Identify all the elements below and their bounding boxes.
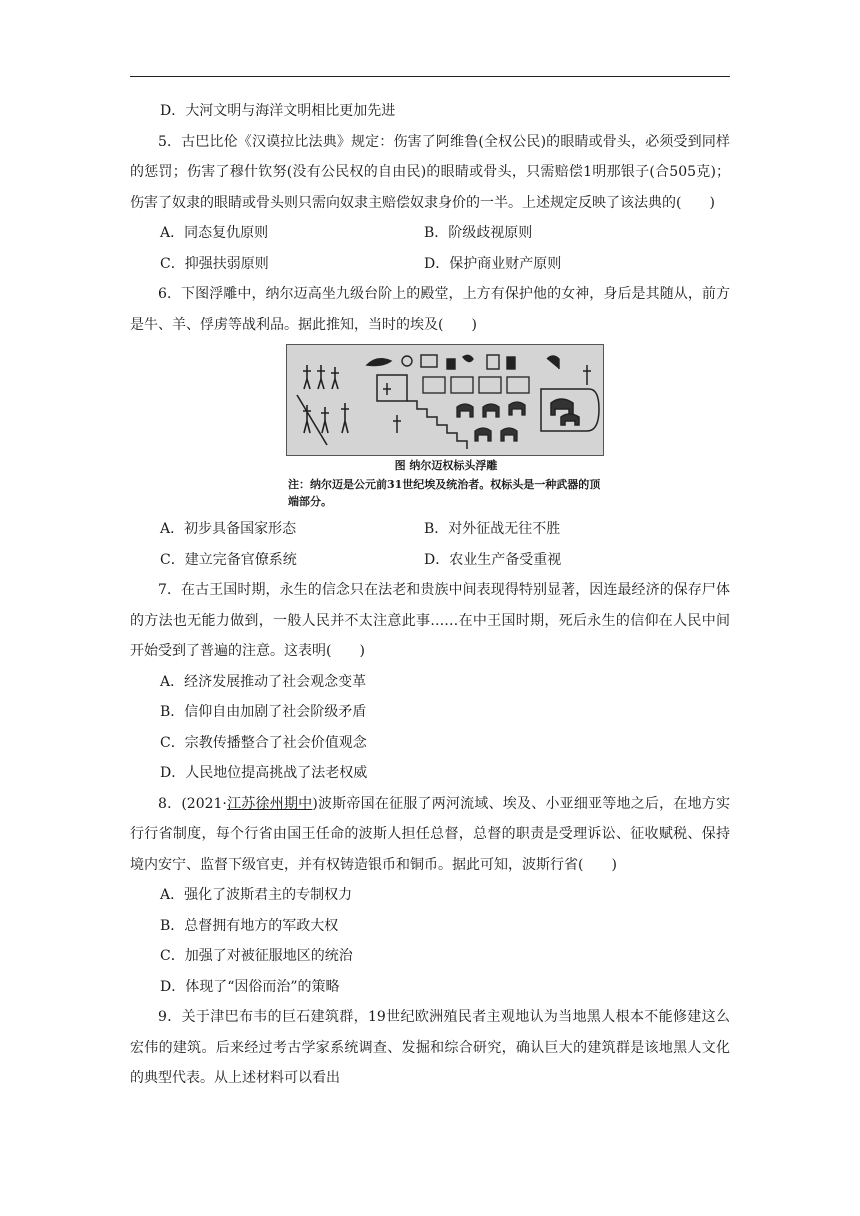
figure-caption: 图 纳尔迈权标头浮雕 — [394, 459, 498, 472]
q5-options-row-2 — [130, 249, 730, 280]
q9-stem: 9．关于津巴布韦的巨石建筑群，19世纪欧洲殖民者主观地认为当地黑人根本不能修建这么宏伟的建筑。后来经过考古学家系统调查、发掘和综合研究，确认巨大的建筑群是该地黑人文化的典型代表。从上述材料可以看出 — [130, 1009, 730, 1086]
q6-option-d: D．农业生产备受重视 — [424, 551, 562, 568]
q7-stem: 7．在古王国时期，永生的信念只在法老和贵族中间表现得特别显著，因连最经济的保存尸体的方法也无能力做到，一般人民并不太注意此事……在中王国时期，死后永生的信仰在人民中间开始受到了普遍的注意。这表明( ) — [130, 582, 730, 659]
q5-options-row-1 — [130, 218, 730, 249]
q5-option-a: A．同态复仇原则 — [160, 225, 269, 241]
q7-option-d: D．人民地位提高挑战了法老权威 — [160, 765, 368, 781]
q6-stem: 6．下图浮雕中，纳尔迈高坐九级台阶上的殿堂，上方有保护他的女神，身后是其随从，前方是牛、羊、俘虏等战利品。据此推知，当时的埃及( ) — [130, 286, 730, 333]
q5-option-d: D．保护商业财产原则 — [424, 255, 562, 272]
q8-stem: )波斯帝国在征服了两河流域、埃及、小亚细亚等地之后，在地方实行行省制度，每个行省由国王任命的波斯人担任总督，总督的职责是受理诉讼、征收赋税、保持境内安宁、监督下级官吏，并有权铸造银币和铜币。据此可知，波斯行省( ) — [130, 795, 731, 873]
q6-option-b: B．对外征战无往不胜 — [424, 521, 561, 537]
q6-figure — [286, 344, 606, 510]
q6-options-row-2 — [130, 545, 730, 576]
q8-option-c: C．加强了对被征服地区的统治 — [160, 948, 353, 964]
q7-option-b: B．信仰自由加剧了社会阶级矛盾 — [160, 704, 367, 720]
question-content — [130, 96, 730, 1094]
q7-option-a: A．经济发展推动了社会观念变革 — [160, 673, 367, 690]
q8-option-d: D．体现了“因俗而治”的策略 — [160, 978, 340, 995]
q5-option-c: C．抑强扶弱原则 — [160, 255, 269, 272]
q8-number: 8．(2021· — [158, 795, 227, 812]
q4-option-d: D．大河文明与海洋文明相比更加先进 — [160, 103, 396, 119]
header-rule — [130, 76, 730, 77]
q6-option-c: C．建立完备官僚系统 — [160, 551, 297, 568]
q5-option-b: B．阶级歧视原则 — [424, 225, 533, 241]
q5-stem: 5．古巴比伦《汉谟拉比法典》规定：伤害了阿维鲁(全权公民)的眼睛或骨头，必须受到同样的惩罚；伤害了穆什钦努(没有公民权的自由民)的眼睛或骨头，只需赔偿1明那银子(合505克)；伤害了奴隶的眼睛或骨头则只需向奴隶主赔偿奴隶身价的一半。上述规定反映了该法典的( ) — [130, 133, 730, 211]
figure-note: 注：纳尔迈是公元前31世纪埃及统治者。权标头是一种武器的顶端部分。 — [288, 478, 601, 508]
q6-option-a: A．初步具备国家形态 — [160, 521, 297, 537]
q8-option-a: A．强化了波斯君主的专制权力 — [160, 887, 353, 903]
q7-option-c: C．宗教传播整合了社会价值观念 — [160, 734, 367, 751]
q6-options-row-1 — [130, 514, 730, 545]
q8-source: 江苏徐州期中 — [226, 795, 313, 812]
q8-option-b: B．总督拥有地方的军政大权 — [160, 917, 339, 934]
narmer-relief-image — [286, 344, 604, 456]
q8-stem-block — [130, 789, 730, 881]
